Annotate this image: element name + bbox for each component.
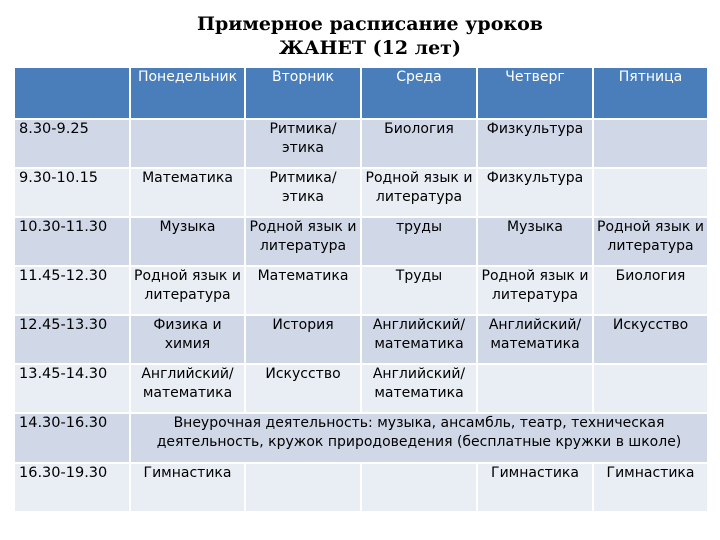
table-row — [14, 413, 708, 463]
lesson-cell: Ритмика/ этика — [245, 119, 361, 168]
time-cell: 16.30-19.30 — [14, 463, 130, 512]
table-row — [14, 217, 708, 266]
lesson-cell: Английский/ математика — [130, 364, 245, 413]
header-day-tuesday: Вторник — [245, 67, 361, 119]
header-day-thursday: Четверг — [477, 67, 593, 119]
table-row — [14, 364, 708, 413]
lesson-cell: История — [245, 315, 361, 364]
lesson-cell: Биология — [361, 119, 477, 168]
lesson-cell: Родной язык и литература — [477, 266, 593, 315]
lesson-cell — [130, 119, 245, 168]
lesson-cell: Английский/ математика — [361, 315, 477, 364]
lesson-cell: Биология — [593, 266, 708, 315]
lesson-cell: Гимнастика — [130, 463, 245, 512]
lesson-cell: Музыка — [477, 217, 593, 266]
page-title: Примерное расписание уроков — [197, 13, 543, 35]
lesson-cell — [361, 463, 477, 512]
lesson-cell: Родной язык и литература — [245, 217, 361, 266]
lesson-cell — [245, 463, 361, 512]
lesson-cell: Гимнастика — [477, 463, 593, 512]
lesson-cell: Математика — [245, 266, 361, 315]
page-subtitle: ЖАНЕТ (12 лет) — [279, 37, 461, 59]
header-corner — [14, 67, 130, 119]
table-row — [14, 119, 708, 168]
lesson-cell: Родной язык и литература — [593, 217, 708, 266]
time-cell: 10.30-11.30 — [14, 217, 130, 266]
time-cell: 9.30-10.15 — [14, 168, 130, 217]
lesson-cell: Труды — [361, 266, 477, 315]
lesson-cell — [593, 119, 708, 168]
lesson-cell: Искусство — [245, 364, 361, 413]
table-row — [14, 463, 708, 512]
header-day-monday: Понедельник — [130, 67, 245, 119]
time-cell: 12.45-13.30 — [14, 315, 130, 364]
lesson-cell: Родной язык и литература — [130, 266, 245, 315]
table-row — [14, 266, 708, 315]
lesson-cell: Математика — [130, 168, 245, 217]
lesson-cell: Физика и химия — [130, 315, 245, 364]
lesson-cell — [593, 364, 708, 413]
extracurricular-cell: Внеурочная деятельность: музыка, ансамбль, театр, техническая деятельность, кружок природоведения (бесплатные кружки в школе) — [130, 413, 708, 463]
time-cell: 8.30-9.25 — [14, 119, 130, 168]
time-cell: 11.45-12.30 — [14, 266, 130, 315]
table-row — [14, 168, 708, 217]
lesson-cell: труды — [361, 217, 477, 266]
header-row — [14, 67, 708, 119]
header-day-wednesday: Среда — [361, 67, 477, 119]
schedule-table — [13, 66, 709, 513]
lesson-cell: Физкультура — [477, 119, 593, 168]
lesson-cell: Английский/ математика — [361, 364, 477, 413]
table-row — [14, 315, 708, 364]
lesson-cell — [477, 364, 593, 413]
header-day-friday: Пятница — [593, 67, 708, 119]
lesson-cell: Искусство — [593, 315, 708, 364]
lesson-cell — [593, 168, 708, 217]
lesson-cell: Гимнастика — [593, 463, 708, 512]
lesson-cell: Ритмика/ этика — [245, 168, 361, 217]
lesson-cell: Музыка — [130, 217, 245, 266]
lesson-cell: Физкультура — [477, 168, 593, 217]
time-cell: 13.45-14.30 — [14, 364, 130, 413]
lesson-cell: Родной язык и литература — [361, 168, 477, 217]
lesson-cell: Английский/ математика — [477, 315, 593, 364]
time-cell: 14.30-16.30 — [14, 413, 130, 463]
